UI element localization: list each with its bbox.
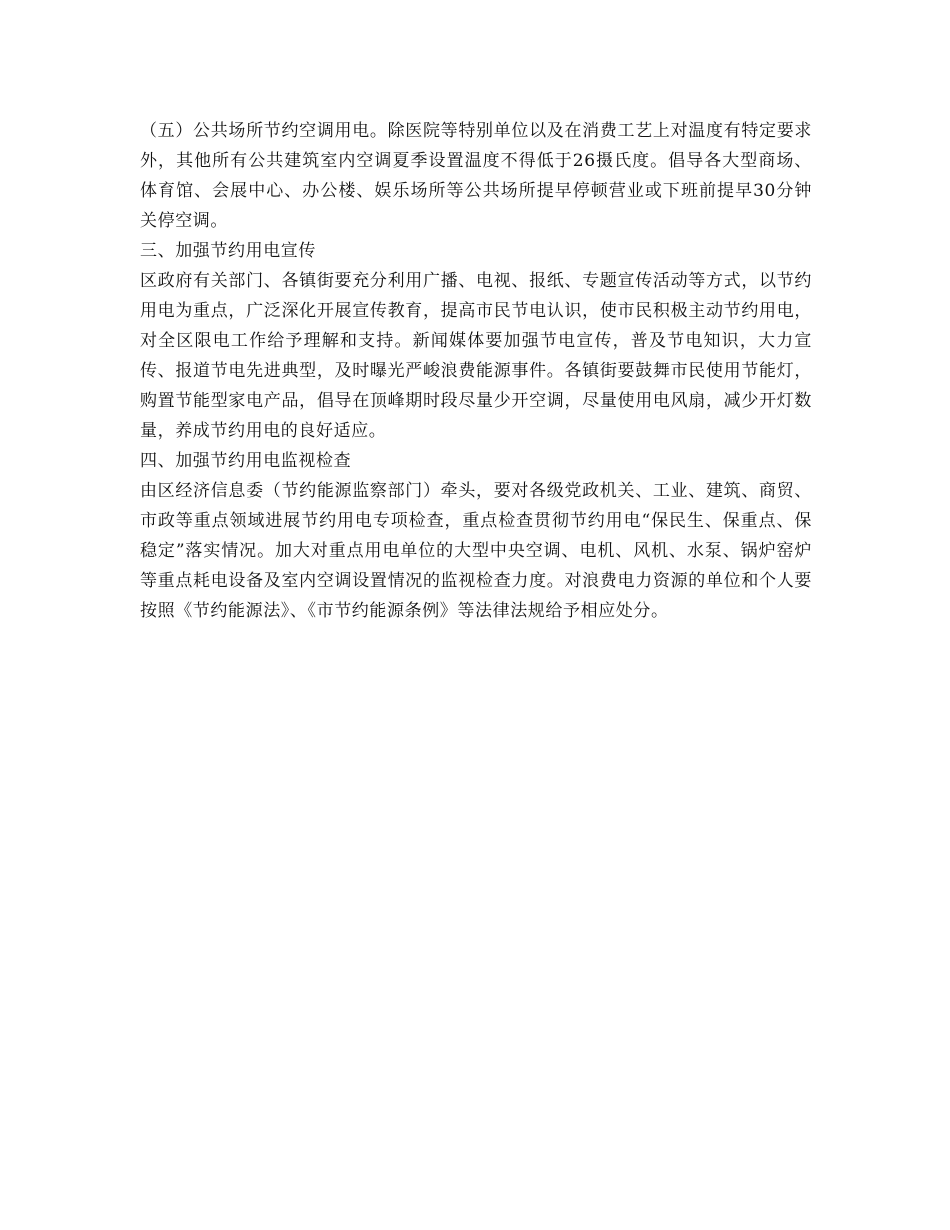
document-body <box>140 116 812 626</box>
section-heading-inspection: 四、加强节约用电监视检查 <box>140 451 352 471</box>
paragraph-inspection: 由区经济信息委（节约能源监察部门）牵头，要对各级党政机关、工业、建筑、商贸、市政等重点领域进展节约用电专项检查，重点检查贯彻节约用电“保民生、保重点、保稳定”落实情况。加大对重点用电单位的大型中央空调、电机、风机、水泵、锅炉窑炉等重点耗电设备及室内空调设置情况的监视检查力度。对浪费电力资源的单位和个人要按照《节约能源法》、《市节约能源条例》等法律法规给予相应处分。 <box>140 481 812 621</box>
paragraph-public-ac: （五）公共场所节约空调用电。除医院等特别单位以及在消费工艺上对温度有特定要求外，其他所有公共建筑室内空调夏季设置温度不得低于26摄氏度。倡导各大型商场、体育馆、会展中心、办公楼、娱乐场所等公共场所提早停顿营业或下班前提早30分钟关停空调。 <box>140 121 812 231</box>
paragraph-publicity: 区政府有关部门、各镇街要充分利用广播、电视、报纸、专题宣传活动等方式，以节约用电为重点，广泛深化开展宣传教育，提高市民节电认识，使市民积极主动节约用电，对全区限电工作给予理解和支持。新闻媒体要加强节电宣传，普及节电知识，大力宣传、报道节电先进典型，及时曝光严峻浪费能源事件。各镇街要鼓舞市民使用节能灯，购置节能型家电产品，倡导在顶峰期时段尽量少开空调，尽量使用电风扇，减少开灯数量，养成节约用电的良好适应。 <box>140 271 812 441</box>
section-heading-publicity: 三、加强节约用电宣传 <box>140 241 316 261</box>
